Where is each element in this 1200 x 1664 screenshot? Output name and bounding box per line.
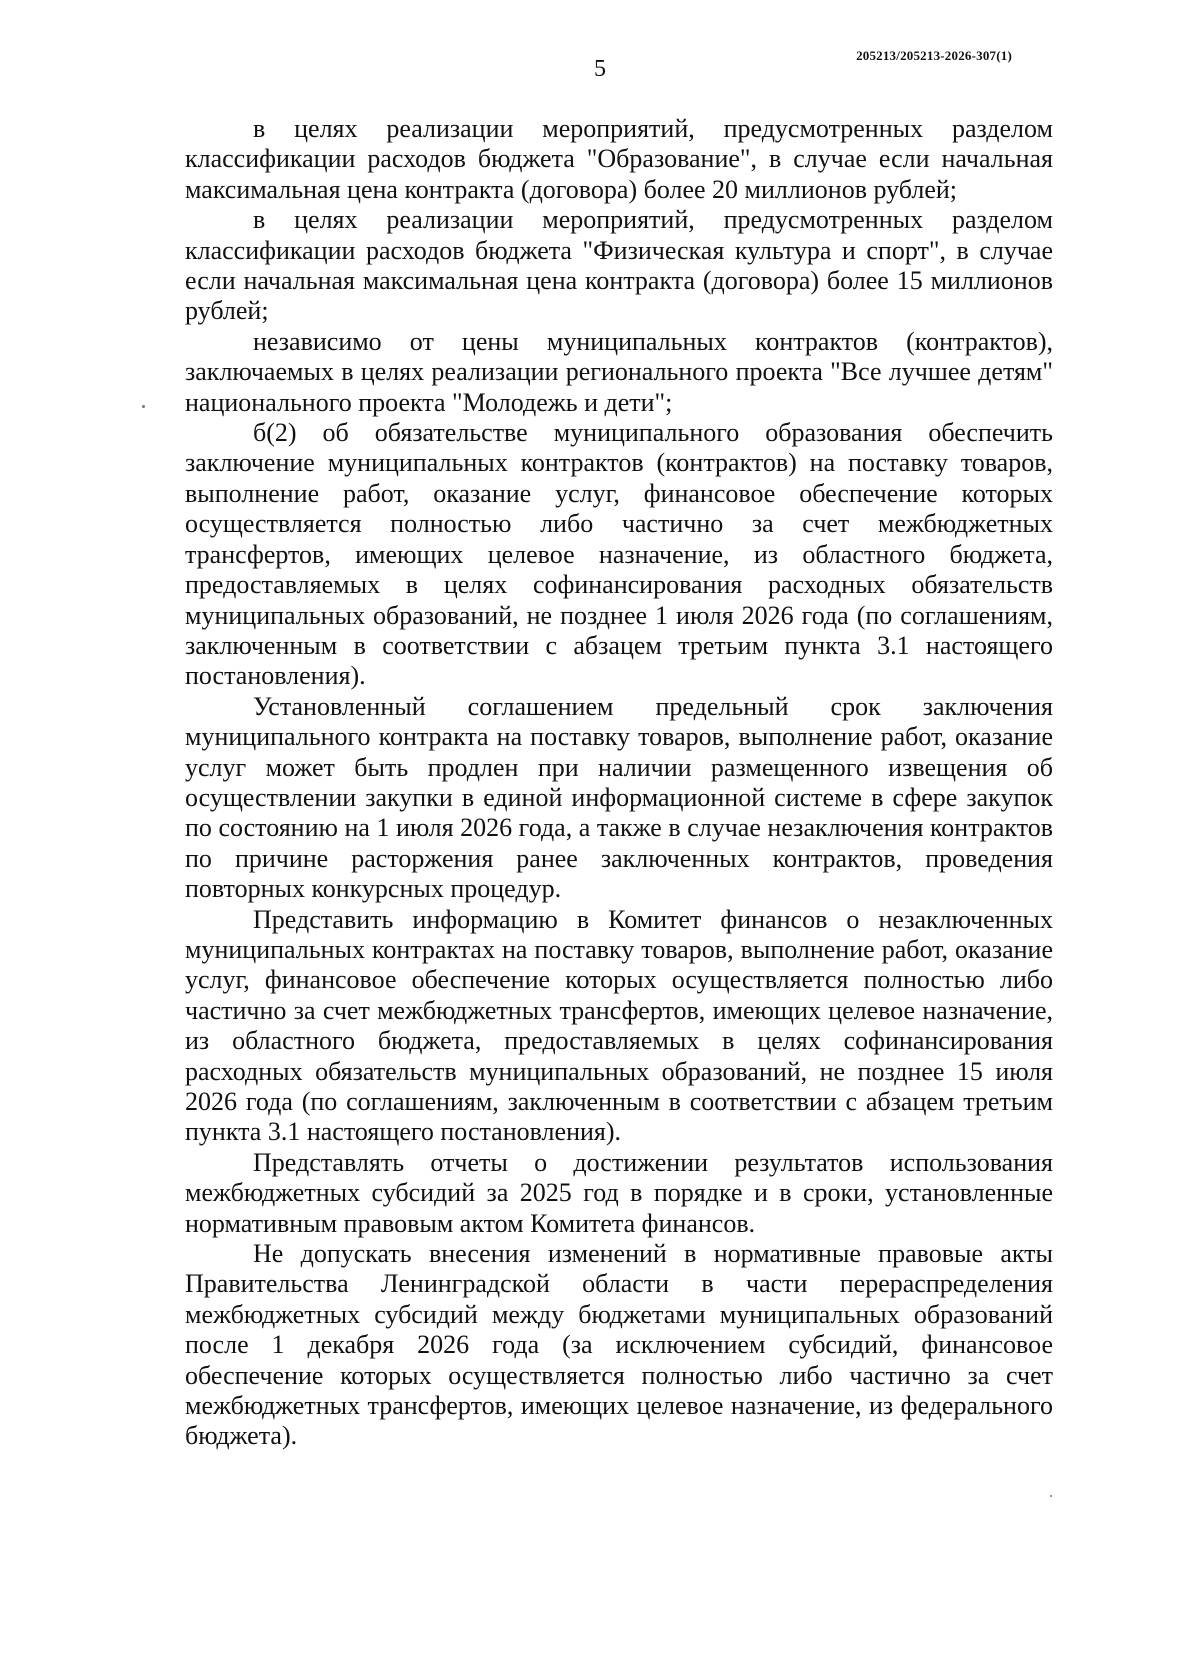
paragraph-subsidy-reports: Представлять отчеты о достижении результатов использования межбюджетных субсидий за 2025 год в порядке и в сроки, установленные нормативным правовым актом Комитета финансов.	[185, 1147, 1053, 1238]
document-body	[185, 114, 1053, 1452]
paragraph-report-unconcluded-contracts: Представить информацию в Комитет финансов о незаключенных муниципальных контрактах на поставку товаров, выполнение работ, оказание услуг, финансовое обеспечение которых осуществляется полностью либо частично за счет межбюджетных трансфертов, имеющих целевое назначение, из областного бюджета, предоставляемых в целях софинансирования расходных обязательств муниципальных образований, не позднее 15 июля 2026 года (по соглашениям, заключенным в соответствии с абзацем третьим пункта 3.1 настоящего постановления).	[185, 904, 1053, 1147]
scan-speck	[1050, 1495, 1052, 1497]
paragraph-regional-project-clause: независимо от цены муниципальных контрактов (контрактов), заключаемых в целях реализации регионального проекта "Все лучшее детям" национального проекта "Молодежь и дети";	[185, 326, 1053, 417]
paragraph-sport-clause: в целях реализации мероприятий, предусмотренных разделом классификации расходов бюджета "Физическая культура и спорт", в случае если начальная максимальная цена контракта (договора) более 15 миллионов рублей;	[185, 205, 1053, 326]
page-number: 5	[594, 56, 606, 82]
paragraph-deadline-extension: Установленный соглашением предельный срок заключения муниципального контракта на поставку товаров, выполнение работ, оказание услуг может быть продлен при наличии размещенного извещения об осуществлении закупки в единой информационной системе в сфере закупок по состоянию на 1 июля 2026 года, а также в случае незаключения контрактов по причине расторжения ранее заключенных контрактов, проведения повторных конкурсных процедур.	[185, 691, 1053, 904]
paragraph-education-clause: в целях реализации мероприятий, предусмотренных разделом классификации расходов бюджета "Образование", в случае если начальная максимальная цена контракта (договора) более 20 миллионов рублей;	[185, 114, 1053, 204]
document-registration-number: 205213/205213-2026-307(1)	[856, 48, 1012, 63]
scan-speck	[142, 405, 145, 408]
paragraph-b2-obligation: б(2) об обязательстве муниципального образования обеспечить заключение муниципальных контрактов (контрактов) на поставку товаров, выполнение работ, оказание услуг, финансовое обеспечение которых осуществляется полностью либо частично за счет межбюджетных трансфертов, имеющих целевое назначение, из областного бюджета, предоставляемых в целях софинансирования расходных обязательств муниципальных образований, не позднее 1 июля 2026 года (по соглашениям, заключенным в соответствии с абзацем третьим пункта 3.1 настоящего постановления).	[185, 418, 1053, 691]
paragraph-no-redistribution: Не допускать внесения изменений в нормативные правовые акты Правительства Ленинградской области в части перераспределения межбюджетных субсидий между бюджетами муниципальных образований после 1 декабря 2026 года (за исключением субсидий, финансовое обеспечение которых осуществляется полностью либо частично за счет межбюджетных трансфертов, имеющих целевое назначение, из федерального бюджета).	[185, 1239, 1053, 1451]
